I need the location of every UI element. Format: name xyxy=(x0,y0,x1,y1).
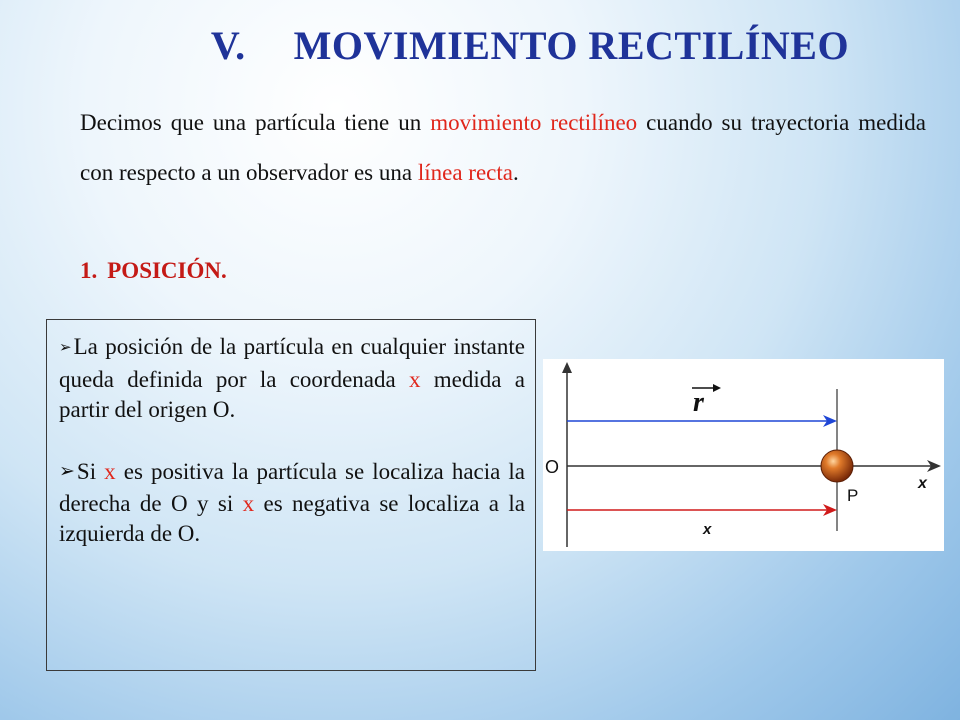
distance-label: x xyxy=(703,521,712,538)
arrow-bullet-icon: ➢ xyxy=(59,340,72,356)
explanation-box xyxy=(46,319,536,671)
intro-text-2: cuando su trayectoria medida con respecto a un observador es una xyxy=(80,110,926,185)
intro-highlight-2: línea recta xyxy=(417,160,513,185)
title-text: MOVIMIENTO RECTILÍNEO xyxy=(293,23,850,68)
origin-label: O xyxy=(545,457,560,477)
arrow-bullet-icon: ➢ xyxy=(59,461,75,482)
title-number: V. xyxy=(210,23,246,68)
variable-x: x xyxy=(242,491,255,516)
section-number: 1. xyxy=(80,258,98,283)
section-title: POSICIÓN. xyxy=(107,258,227,283)
axis-label: x xyxy=(918,475,927,492)
vertical-axis-arrow-icon xyxy=(562,362,572,373)
bullet-item xyxy=(59,457,525,549)
vector-overbar-arrow-icon xyxy=(713,384,721,392)
section-heading xyxy=(80,258,227,284)
vector-label: r xyxy=(693,387,704,418)
bullet-text: es negativa se localiza a la izquierda de O. xyxy=(59,491,525,546)
point-label: P xyxy=(847,486,859,505)
bullet-text: es positiva la partícula se localiza hacia la derecha de O y si xyxy=(59,459,525,516)
bullet-item xyxy=(59,332,525,425)
intro-highlight-1: movimiento rectilíneo xyxy=(430,110,638,135)
intro-text-3: . xyxy=(512,160,519,185)
bullet-text: medida a partir del origen O. xyxy=(59,367,525,422)
slide-title xyxy=(0,22,960,69)
position-diagram xyxy=(543,359,944,551)
variable-x: x xyxy=(104,459,116,484)
position-diagram-svg xyxy=(543,359,944,551)
intro-text-1: Decimos que una partícula tiene un xyxy=(80,110,431,135)
intro-paragraph xyxy=(80,98,926,198)
bullet-text: La posición de la partícula en cualquier instante queda definida por la coordenada xyxy=(59,334,525,392)
variable-x: x xyxy=(409,367,421,392)
particle-icon xyxy=(821,450,853,482)
bullet-text: Si xyxy=(76,459,105,484)
